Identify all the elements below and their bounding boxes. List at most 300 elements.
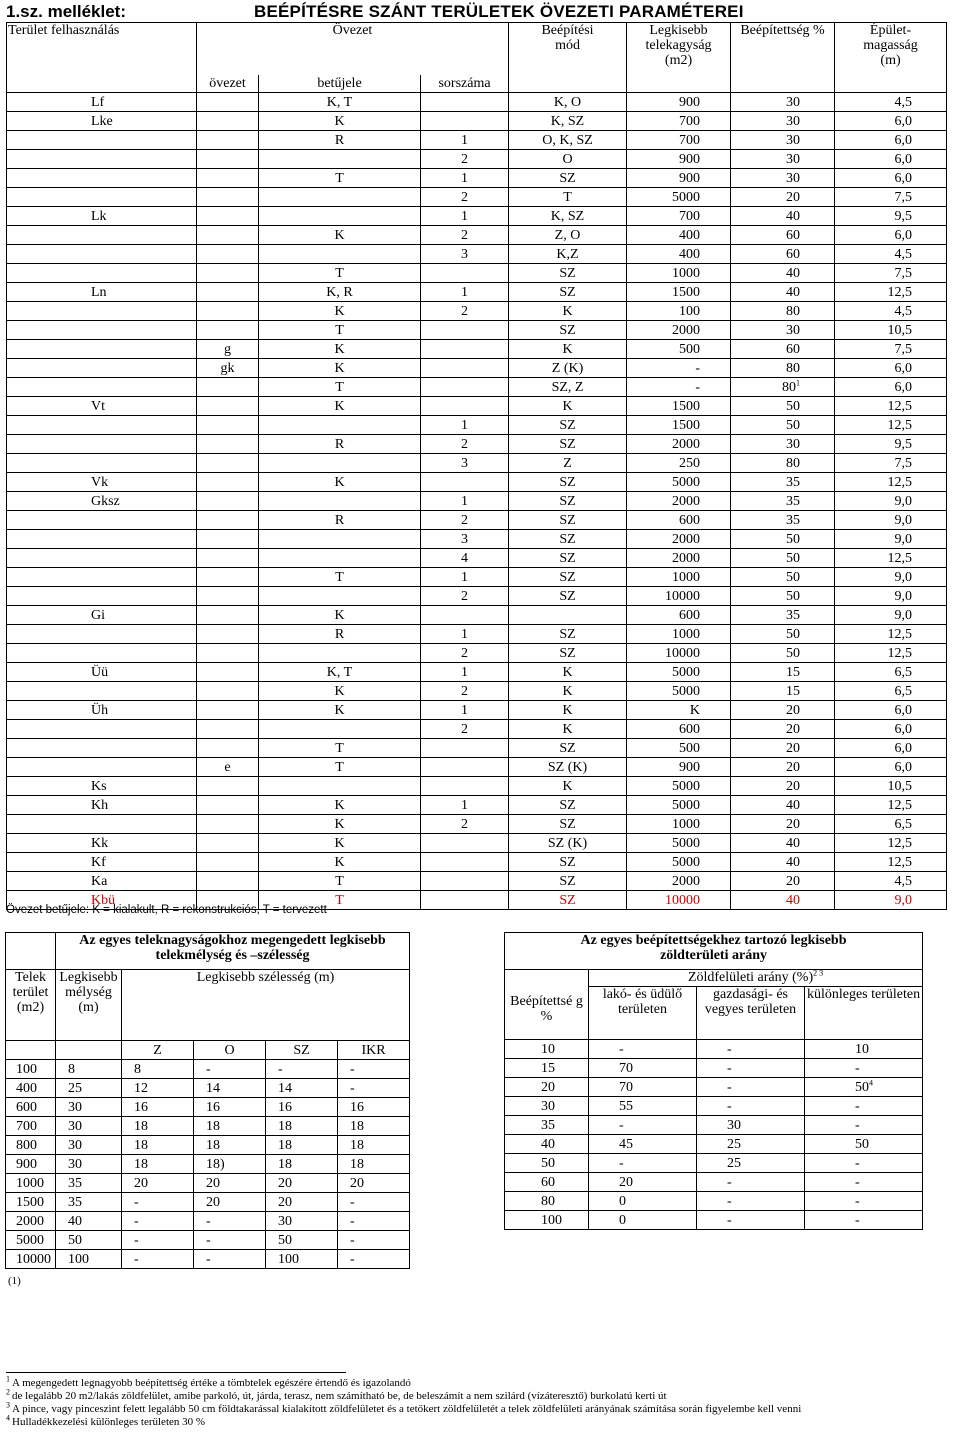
- zone-cell-zone-status: K, R: [259, 283, 421, 302]
- zone-cell-build-mode: SZ: [509, 321, 627, 340]
- green-cell-value: -: [727, 1079, 732, 1095]
- plot-cell: 700: [6, 1117, 56, 1136]
- header-zone: Övezet: [197, 23, 509, 76]
- zone-cell-zone-status: K: [259, 682, 421, 701]
- zone-cell-zone-status: T: [259, 169, 421, 188]
- plot-cell: 10000: [6, 1250, 56, 1269]
- zone-cell-zone-status: [259, 777, 421, 796]
- zone-cell-zone-status: [259, 549, 421, 568]
- zone-cell-min-plot: 1000: [627, 568, 731, 587]
- zone-cell-build-mode: K: [509, 663, 627, 682]
- zone-cell-land-use: [7, 815, 197, 834]
- green-cell-value: 45: [619, 1136, 633, 1152]
- plot-cell: -: [338, 1212, 410, 1231]
- zone-cell-coverage: 35: [731, 606, 835, 625]
- zone-cell-build-mode: SZ (K): [509, 834, 627, 853]
- green-cell: [805, 1059, 923, 1078]
- zone-cell-build-mode: K, SZ: [509, 112, 627, 131]
- green-cell: [697, 1173, 805, 1192]
- plot-cell: 25: [56, 1079, 122, 1098]
- green-cell: [589, 1135, 697, 1154]
- green-cell: [805, 1135, 923, 1154]
- zone-cell-zone-status: K: [259, 701, 421, 720]
- zone-cell-zone-number: [421, 378, 509, 397]
- plot-cell: 14: [194, 1079, 266, 1098]
- green-cell-value: 15: [541, 1060, 555, 1076]
- zone-cell-land-use: [7, 169, 197, 188]
- zone-cell-height: 6,0: [835, 131, 947, 150]
- plot-cell: 18: [338, 1136, 410, 1155]
- zone-cell-coverage: 30: [731, 150, 835, 169]
- zone-cell-land-use: [7, 758, 197, 777]
- zone-cell-min-plot: 2000: [627, 872, 731, 891]
- zone-cell-build-mode: SZ: [509, 625, 627, 644]
- zone-cell-min-plot: 5000: [627, 796, 731, 815]
- zone-cell-build-mode: Z (K): [509, 359, 627, 378]
- plot-cell: 18): [194, 1155, 266, 1174]
- zone-cell-land-use: [7, 625, 197, 644]
- zone-cell-land-use: [7, 511, 197, 530]
- green-cell-value: 55: [619, 1098, 633, 1114]
- zone-row: [7, 663, 947, 682]
- zone-cell-zone-letter: [197, 739, 259, 758]
- header-min-plot: [627, 23, 731, 76]
- header-blank: [835, 75, 947, 93]
- zone-row: [7, 872, 947, 891]
- plot-cell: 900: [6, 1155, 56, 1174]
- green-cell: [805, 1078, 923, 1097]
- zone-cell-coverage: 60: [731, 245, 835, 264]
- header-height: Épület-magasság (m): [835, 23, 947, 76]
- plot-cell: 18: [266, 1117, 338, 1136]
- green-cell-value: 100: [541, 1212, 562, 1228]
- green-cell-value: 0: [619, 1193, 626, 1209]
- green-cell-value: -: [619, 1117, 624, 1133]
- zone-cell-zone-status: K: [259, 606, 421, 625]
- zone-cell-land-use: [7, 264, 197, 283]
- zone-cell-zone-number: 1: [421, 492, 509, 511]
- zone-cell-zone-number: [421, 359, 509, 378]
- zone-cell-zone-number: [421, 606, 509, 625]
- zone-cell-height: 6,0: [835, 701, 947, 720]
- green-cell-value: 40: [541, 1136, 555, 1152]
- zone-cell-land-use: Vk: [7, 473, 197, 492]
- plot-cell: 800: [6, 1136, 56, 1155]
- zone-cell-build-mode: SZ: [509, 416, 627, 435]
- zone-row: [7, 834, 947, 853]
- zone-cell-land-use: [7, 739, 197, 758]
- coverage-footnote-mark: 1: [796, 377, 801, 387]
- zone-cell-zone-status: K: [259, 226, 421, 245]
- zone-cell-land-use: [7, 568, 197, 587]
- zone-cell-zone-status: K, T: [259, 93, 421, 112]
- zone-cell-land-use: [7, 378, 197, 397]
- zone-cell-zone-status: T: [259, 568, 421, 587]
- zone-cell-build-mode: SZ: [509, 568, 627, 587]
- zone-cell-min-plot: 500: [627, 739, 731, 758]
- zone-cell-zone-letter: [197, 682, 259, 701]
- plot-cell: 16: [194, 1098, 266, 1117]
- plot-row: [6, 1231, 410, 1250]
- zone-cell-coverage: 60: [731, 226, 835, 245]
- green-row: [505, 1040, 923, 1059]
- green-cell: [505, 1097, 589, 1116]
- green-row: [505, 1154, 923, 1173]
- zone-row: [7, 340, 947, 359]
- plot-cell: -: [122, 1231, 194, 1250]
- zone-cell-height: 7,5: [835, 340, 947, 359]
- green-cell-value: -: [727, 1041, 732, 1057]
- zone-cell-build-mode: SZ: [509, 530, 627, 549]
- zone-cell-coverage: 40: [731, 283, 835, 302]
- plot-cell: 1500: [6, 1193, 56, 1212]
- green-group-row: [505, 970, 923, 987]
- header-blank: [627, 75, 731, 93]
- attachment-label: 1.sz. melléklet:: [6, 2, 127, 21]
- zone-cell-coverage: 40: [731, 834, 835, 853]
- zone-cell-land-use: [7, 435, 197, 454]
- green-header-coverage: Beépítettsé g %: [505, 970, 589, 1040]
- zone-cell-zone-status: R: [259, 511, 421, 530]
- zone-cell-build-mode: K, SZ: [509, 207, 627, 226]
- plot-cell: 30: [56, 1155, 122, 1174]
- zone-cell-zone-letter: [197, 473, 259, 492]
- zone-cell-land-use: Gi: [7, 606, 197, 625]
- green-cell-value: -: [855, 1155, 860, 1171]
- zone-cell-height: 10,5: [835, 321, 947, 340]
- plot-header-area: [6, 970, 56, 1041]
- zone-cell-coverage: 50: [731, 587, 835, 606]
- zone-cell-min-plot: 2000: [627, 435, 731, 454]
- zone-cell-min-plot: -: [627, 359, 731, 378]
- plot-subheader-row: [6, 1041, 410, 1060]
- zone-cell-zone-letter: [197, 93, 259, 112]
- zone-cell-zone-number: 1: [421, 169, 509, 188]
- zone-cell-min-plot: 600: [627, 720, 731, 739]
- zone-cell-coverage: 50: [731, 549, 835, 568]
- plot-header-area-label: Telek terület: [12, 970, 49, 1000]
- zone-cell-min-plot: 400: [627, 226, 731, 245]
- zone-cell-coverage: 80: [731, 359, 835, 378]
- zone-cell-height: 12,5: [835, 549, 947, 568]
- zone-row: [7, 131, 947, 150]
- plot-cell: 18: [122, 1136, 194, 1155]
- zone-cell-zone-letter: gk: [197, 359, 259, 378]
- zone-cell-min-plot: 10000: [627, 891, 731, 910]
- zone-cell-zone-number: 1: [421, 701, 509, 720]
- green-table-title: Az egyes beépítettségekhez tartozó legkisebb zöldterületi arány: [505, 933, 923, 970]
- zone-cell-zone-status: [259, 492, 421, 511]
- zone-cell-build-mode: [509, 606, 627, 625]
- zone-cell-build-mode: O, K, SZ: [509, 131, 627, 150]
- zone-cell-zone-status: [259, 416, 421, 435]
- zone-row: [7, 150, 947, 169]
- zone-cell-zone-letter: [197, 150, 259, 169]
- plot-sub-z: Z: [122, 1041, 194, 1060]
- green-cell: [697, 1211, 805, 1230]
- zone-cell-land-use: Kh: [7, 796, 197, 815]
- zone-cell-zone-number: 1: [421, 625, 509, 644]
- green-cell-value: -: [727, 1098, 732, 1114]
- zone-cell-land-use: [7, 226, 197, 245]
- zone-cell-coverage: 30: [731, 321, 835, 340]
- green-cell: [589, 1154, 697, 1173]
- zone-cell-zone-letter: [197, 169, 259, 188]
- green-title-row: [505, 933, 923, 970]
- green-cell: [805, 1040, 923, 1059]
- zone-row: [7, 720, 947, 739]
- green-cell-value: 80: [541, 1193, 555, 1209]
- zone-cell-zone-status: [259, 530, 421, 549]
- zone-cell-height: 6,0: [835, 226, 947, 245]
- zone-cell-height: 12,5: [835, 796, 947, 815]
- zone-cell-zone-status: R: [259, 625, 421, 644]
- zone-cell-zone-status: [259, 587, 421, 606]
- zone-cell-zone-letter: [197, 606, 259, 625]
- zone-cell-height: 6,5: [835, 663, 947, 682]
- footnote: [6, 1400, 956, 1416]
- zone-cell-zone-number: 2: [421, 226, 509, 245]
- zone-cell-height: 4,5: [835, 93, 947, 112]
- zone-cell-build-mode: K: [509, 302, 627, 321]
- zone-cell-zone-letter: [197, 454, 259, 473]
- zone-header-row: [7, 23, 947, 76]
- green-cell: [697, 1059, 805, 1078]
- zone-cell-zone-status: [259, 188, 421, 207]
- zone-cell-build-mode: K: [509, 701, 627, 720]
- green-row: [505, 1173, 923, 1192]
- zone-cell-min-plot: 900: [627, 169, 731, 188]
- zone-cell-land-use: Ks: [7, 777, 197, 796]
- header-blank: [509, 75, 627, 93]
- zone-cell-coverage: 60: [731, 340, 835, 359]
- zone-cell-zone-number: [421, 777, 509, 796]
- zone-cell-land-use: Üü: [7, 663, 197, 682]
- plot-cell: 18: [266, 1155, 338, 1174]
- zone-cell-land-use: Gksz: [7, 492, 197, 511]
- zone-cell-zone-number: 1: [421, 131, 509, 150]
- zone-cell-build-mode: SZ: [509, 853, 627, 872]
- zone-cell-height: 7,5: [835, 264, 947, 283]
- zone-cell-zone-status: K: [259, 302, 421, 321]
- zone-cell-land-use: Kf: [7, 853, 197, 872]
- zone-cell-land-use: [7, 302, 197, 321]
- zone-cell-min-plot: 900: [627, 758, 731, 777]
- zone-cell-zone-letter: [197, 435, 259, 454]
- plot-cell: -: [266, 1060, 338, 1079]
- zone-cell-land-use: [7, 587, 197, 606]
- zone-cell-build-mode: Z, O: [509, 226, 627, 245]
- zone-cell-min-plot: 2000: [627, 492, 731, 511]
- zone-cell-min-plot: 2000: [627, 549, 731, 568]
- zone-row: [7, 397, 947, 416]
- zone-cell-zone-letter: [197, 511, 259, 530]
- zone-cell-zone-letter: [197, 416, 259, 435]
- zone-cell-height: 6,0: [835, 112, 947, 131]
- zone-row: [7, 815, 947, 834]
- plot-cell: 18: [338, 1155, 410, 1174]
- zone-cell-zone-number: 2: [421, 150, 509, 169]
- zone-row: [7, 207, 947, 226]
- zone-cell-zone-letter: [197, 587, 259, 606]
- plot-cell: 20: [122, 1174, 194, 1193]
- plot-cell: 50: [56, 1231, 122, 1250]
- zone-cell-build-mode: SZ: [509, 435, 627, 454]
- zone-row: [7, 283, 947, 302]
- green-cell-value: 50: [855, 1079, 869, 1095]
- plot-cell: 30: [56, 1136, 122, 1155]
- zone-cell-zone-number: 2: [421, 302, 509, 321]
- zone-cell-build-mode: K: [509, 720, 627, 739]
- green-row: [505, 1059, 923, 1078]
- zone-cell-min-plot: 2000: [627, 321, 731, 340]
- plot-sub-ikr: IKR: [338, 1041, 410, 1060]
- zone-cell-zone-number: [421, 891, 509, 910]
- green-cell-value: 20: [541, 1079, 555, 1095]
- zone-cell-min-plot: 700: [627, 112, 731, 131]
- zone-row: [7, 796, 947, 815]
- green-group-sup: 2 3: [813, 968, 824, 978]
- plot-title-row: [6, 933, 410, 970]
- zone-cell-height: 4,5: [835, 302, 947, 321]
- footnote-text: de legalább 20 m2/lakás zöldfelület, amibe parkoló, út, járda, terasz, nem számítható be, de beleszámít a nem szilárd (vízáteresztő) burkolatú kerti út: [12, 1390, 667, 1402]
- zone-cell-zone-status: [259, 644, 421, 663]
- zone-row: [7, 93, 947, 112]
- header-land-use: Terület felhasználás: [7, 23, 197, 76]
- zone-cell-zone-status: T: [259, 872, 421, 891]
- zone-row: [7, 435, 947, 454]
- zone-row: [7, 606, 947, 625]
- plot-cell: 30: [56, 1098, 122, 1117]
- zone-row: [7, 530, 947, 549]
- zone-cell-coverage: 30: [731, 112, 835, 131]
- green-cell-value: -: [855, 1060, 860, 1076]
- plot-cell: -: [338, 1231, 410, 1250]
- zone-cell-land-use: [7, 245, 197, 264]
- zone-cell-zone-status: T: [259, 321, 421, 340]
- zone-cell-zone-number: [421, 264, 509, 283]
- zone-cell-coverage: 50: [731, 644, 835, 663]
- green-cell: [589, 1078, 697, 1097]
- zone-cell-build-mode: K: [509, 397, 627, 416]
- plot-sub-blank: [6, 1041, 56, 1060]
- plot-cell: -: [194, 1231, 266, 1250]
- green-row: [505, 1135, 923, 1154]
- zone-cell-build-mode: SZ: [509, 872, 627, 891]
- zone-cell-build-mode: SZ: [509, 549, 627, 568]
- zone-cell-coverage: 20: [731, 758, 835, 777]
- plot-cell: -: [194, 1212, 266, 1231]
- zone-cell-zone-letter: e: [197, 758, 259, 777]
- zone-subheader-row: [7, 75, 947, 93]
- header-blank: [7, 75, 197, 93]
- plot-row: [6, 1250, 410, 1269]
- zone-cell-build-mode: SZ: [509, 739, 627, 758]
- zone-cell-min-plot: 400: [627, 245, 731, 264]
- header-min-plot-label: Legkisebb telekagyság: [645, 23, 712, 53]
- plot-cell: -: [194, 1060, 266, 1079]
- footnote-number: 1: [6, 1374, 10, 1384]
- zone-row: [7, 644, 947, 663]
- zone-cell-zone-letter: [197, 701, 259, 720]
- zone-cell-zone-number: 1: [421, 416, 509, 435]
- zone-row: [7, 853, 947, 872]
- green-cell: [589, 1192, 697, 1211]
- header-zone-letter2: betűjele: [259, 75, 421, 93]
- footnote-number: 4: [6, 1413, 10, 1423]
- zone-cell-build-mode: K, O: [509, 93, 627, 112]
- zone-cell-coverage: 20: [731, 739, 835, 758]
- zone-cell-coverage: 15: [731, 682, 835, 701]
- zone-cell-height: 9,5: [835, 435, 947, 454]
- green-cell: [805, 1097, 923, 1116]
- zone-row: [7, 169, 947, 188]
- zone-cell-zone-letter: g: [197, 340, 259, 359]
- plot-sub-sz: SZ: [266, 1041, 338, 1060]
- zone-cell-coverage: 40: [731, 853, 835, 872]
- zone-cell-coverage: 30: [731, 169, 835, 188]
- plot-row: [6, 1136, 410, 1155]
- zone-row: [7, 587, 947, 606]
- zone-cell-height: 6,5: [835, 815, 947, 834]
- zone-cell-height: 9,0: [835, 530, 947, 549]
- zone-cell-zone-status: K: [259, 815, 421, 834]
- green-cell: [505, 1173, 589, 1192]
- green-row: [505, 1211, 923, 1230]
- zone-cell-min-plot: 5000: [627, 473, 731, 492]
- zone-cell-min-plot: 600: [627, 511, 731, 530]
- zone-cell-zone-number: [421, 872, 509, 891]
- zone-cell-zone-letter: [197, 853, 259, 872]
- zone-cell-coverage: 50: [731, 530, 835, 549]
- plot-size-table: [5, 932, 410, 1269]
- plot-cell: -: [122, 1250, 194, 1269]
- zone-cell-min-plot: 1500: [627, 397, 731, 416]
- zone-cell-zone-status: K: [259, 834, 421, 853]
- plot-row: [6, 1155, 410, 1174]
- zone-cell-build-mode: SZ: [509, 587, 627, 606]
- green-cell-value: -: [727, 1060, 732, 1076]
- zone-cell-zone-letter: [197, 378, 259, 397]
- zone-cell-coverage: 20: [731, 815, 835, 834]
- zone-cell-zone-number: [421, 853, 509, 872]
- zone-cell-build-mode: SZ: [509, 264, 627, 283]
- zone-cell-zone-status: K: [259, 112, 421, 131]
- zone-cell-land-use: Ln: [7, 283, 197, 302]
- zone-cell-zone-letter: [197, 302, 259, 321]
- plot-cell: 100: [266, 1250, 338, 1269]
- plot-sub-blank: [56, 1041, 122, 1060]
- green-cell-value: 50: [855, 1136, 869, 1152]
- green-cell-value: 0: [619, 1212, 626, 1228]
- zone-cell-coverage: 50: [731, 416, 835, 435]
- green-cell: [697, 1192, 805, 1211]
- plot-cell: 50: [266, 1231, 338, 1250]
- plot-cell: -: [338, 1250, 410, 1269]
- plot-cell: 8: [56, 1060, 122, 1079]
- green-cell-value: -: [855, 1212, 860, 1228]
- zone-cell-zone-status: K: [259, 397, 421, 416]
- zone-cell-height: 12,5: [835, 853, 947, 872]
- header-build-mode: Beépítési mód: [509, 23, 627, 76]
- zone-cell-height: 9,0: [835, 587, 947, 606]
- green-cell-value: -: [727, 1193, 732, 1209]
- zone-cell-min-plot: 250: [627, 454, 731, 473]
- zone-cell-zone-letter: [197, 549, 259, 568]
- zone-cell-zone-status: [259, 454, 421, 473]
- zone-row: [7, 758, 947, 777]
- green-cell-value: -: [855, 1193, 860, 1209]
